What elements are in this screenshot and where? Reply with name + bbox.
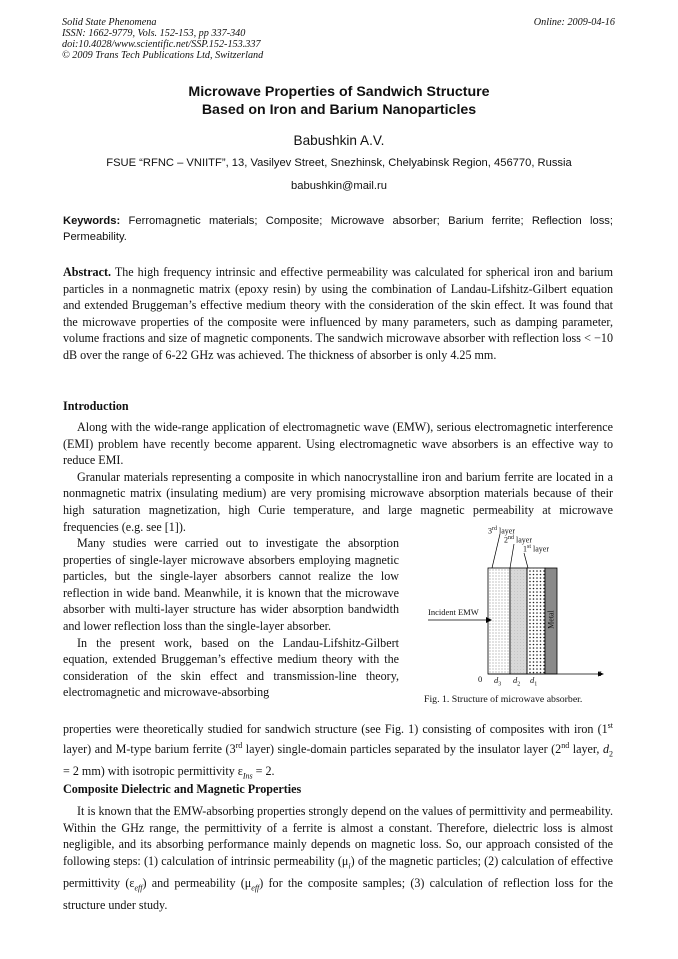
online-date: Online: 2009-04-16 — [533, 17, 615, 28]
metal-label: Metal — [546, 610, 556, 629]
intro-paragraph-2: Granular materials representing a composite in which nanocrystalline iron and barium ferrite are located in a nonmagnetic matrix (insulating medium) are very promising microwave absorption materials because of their high saturation magnetization, high Curie temperature, and large magnetic permeability at microwave frequencies (e.g. see [1]). — [63, 469, 613, 534]
journal-copyright: © 2009 Trans Tech Publications Ltd, Switzerland — [62, 50, 264, 61]
layer-1-rect — [527, 568, 545, 674]
keywords — [63, 213, 613, 245]
intro-paragraph-4a: In the present work, based on the Landau-Lifshitz-Gilbert equation, extended Bruggeman’s effective medium theory with the consideration of the skin effect and transmission-line theory, electromagnetic and microwave-absorbing — [63, 635, 399, 700]
introduction-heading: Introduction — [63, 399, 129, 413]
layer1-leader — [524, 553, 528, 568]
layer-3-rect — [488, 568, 510, 674]
intro-paragraph-4b: properties were theoretically studied for sandwich structure (see Fig. 1) consisting of composites with iron (1st layer) and M-type barium ferrite (3rd layer) single-domain particles separated by the insulator layer (2nd layer, $d_2 = 2$ mm) with isotropic permittivity $\varepsilon_{Ins} = 2$. — [63, 721, 613, 781]
introduction-full — [63, 419, 613, 535]
figure-1 — [420, 524, 620, 714]
d2-label: $d_2$ — [513, 675, 521, 688]
abstract-text: The high frequency intrinsic and effective permeability was calculated for spherical iron and barium particles in a nonmagnetic matrix (epoxy resin) by using the combination of Landau-Lifshitz-Gilbert equation and extended Bruggeman’s effective medium theory with the consideration of the skin effect. It was found that the microwave properties of the composite were influenced by many parameters, such as damping parameter, volume fractions and size of magnetic components. The sandwich microwave absorber with reflection loss < −10 dB over the range of 6-22 GHz was achieved. The thickness of absorber is only 4.25 mm. — [63, 265, 613, 362]
origin-label: 0 — [478, 674, 483, 684]
layer2-label: 2nd layer — [504, 535, 532, 545]
intro-paragraph-1: Along with the wide-range application of electromagnetic wave (EMW), serious electromagnetic interference (EMI) problem have recently become apparent. Using electromagnetic wave absorbers is an effective way to reduce EMI. — [63, 420, 613, 468]
journal-name: Solid State Phenomena — [62, 17, 157, 28]
composite-paragraph: It is known that the EMW-absorbing properties strongly depend on the values of permittivity and permeability. Within the GHz range, the permittivity of a ferrite is almost a constant. Therefore, dielectric loss is almost negligible, and its absorbing performance mainly depends on magnetic loss. So, our approach consisted of the following steps: (1) calculation of intrinsic permeability $(\mu_i)$ of the magnetic particles; (2) calculation of effective permittivity $(\varepsilon_{eff})$ and permeability $(\mu_{eff})$ for the composite samples; (3) calculation of reflection loss for the structure under study. — [63, 804, 614, 912]
abstract — [63, 264, 613, 364]
layer3-leader — [492, 534, 500, 568]
journal-doi: doi:10.4028/www.scientific.net/SSP.152-153.337 — [62, 39, 261, 50]
author: Babushkin A.V. — [293, 133, 385, 148]
title-line-2: Based on Iron and Barium Nanoparticles — [201, 102, 477, 118]
layer2-leader — [510, 544, 514, 568]
introduction-column — [63, 535, 399, 701]
paper-title — [0, 83, 678, 119]
incident-emw-label: Incident EMW — [428, 607, 479, 617]
journal-issn: ISSN: 1662-9779, Vols. 152-153, pp 337-340 — [62, 28, 246, 39]
d1-label: $d_1$ — [530, 675, 538, 688]
d3-label: $d_3$ — [494, 675, 502, 688]
layer-2-rect — [510, 568, 527, 674]
keywords-label: Keywords: — [63, 215, 121, 227]
figure-1-caption: Fig. 1. Structure of microwave absorber. — [424, 694, 583, 705]
intro-paragraph-3: Many studies were carried out to investigate the absorption properties of single-layer microwave absorbers employing magnetic particles, but the single-layer absorbers cannot realize the low reflection in wide band. Meanwhile, it is known that the microwave absorber with multi-layer structure has wider absorption bandwidth and lower reflection loss than the single-layer absorber. — [63, 536, 399, 633]
email: babushkin@mail.ru — [291, 180, 387, 192]
title-line-1: Microwave Properties of Sandwich Structure — [188, 84, 490, 100]
keywords-text: Ferromagnetic materials; Composite; Microwave absorber; Barium ferrite; Reflection loss; Permeability. — [63, 215, 613, 243]
affiliation: FSUE “RFNC – VNIITF”, 13, Vasilyev Street, Snezhinsk, Chelyabinsk Region, 456770, Russia — [106, 157, 572, 169]
abstract-label: Abstract. — [63, 265, 112, 279]
z-label: z — [598, 668, 602, 678]
journal-info — [62, 17, 382, 61]
layer1-label: 1st layer — [523, 544, 550, 554]
layer3-label: 3rd layer — [488, 526, 515, 536]
composite-heading: Composite Dielectric and Magnetic Properties — [63, 782, 302, 796]
